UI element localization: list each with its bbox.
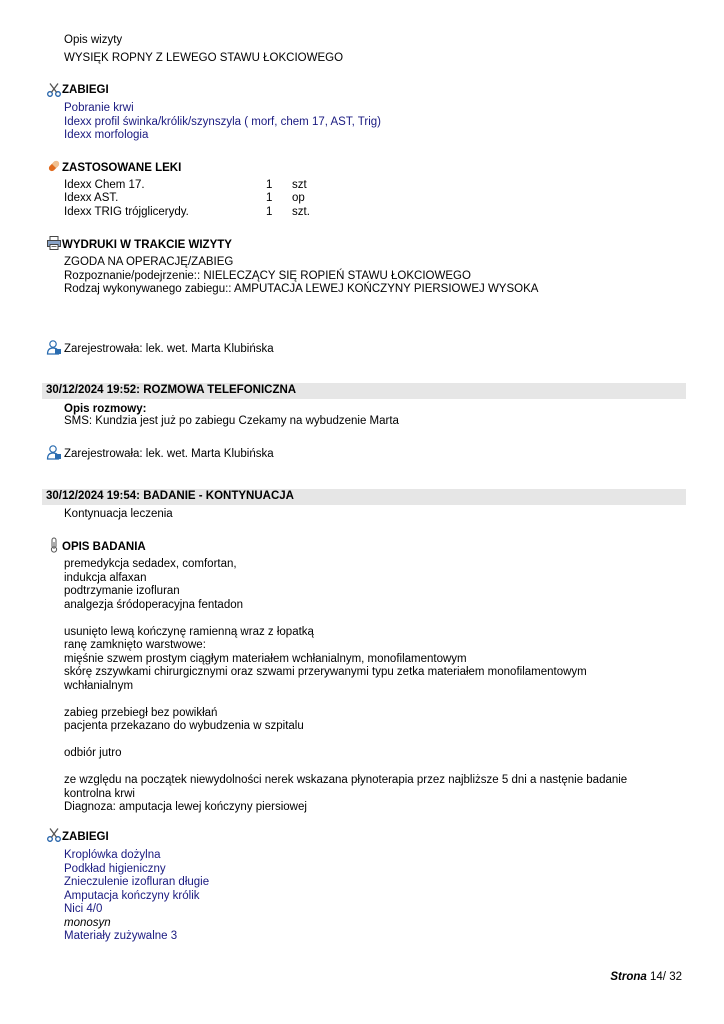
procedure-item: Znieczulenie izofluran długie bbox=[64, 876, 210, 888]
user-icon bbox=[46, 339, 62, 355]
exam-line: Diagnoza: amputacja lewej kończyny piersiowej bbox=[64, 801, 307, 813]
procedure-item: Nici 4/0 bbox=[64, 903, 103, 915]
exam-line-blank bbox=[64, 693, 627, 707]
exam-description-body bbox=[64, 558, 627, 815]
printer-icon bbox=[46, 235, 62, 251]
exam-line: mięśnie szwem prostym ciągłym materiałem wchłanialnym, monofilamentowym bbox=[64, 652, 467, 665]
drugs-title: ZASTOSOWANE LEKI bbox=[62, 162, 182, 174]
registered-by: Zarejestrowała: lek. wet. Marta Klubińska bbox=[64, 343, 274, 355]
drug-unit: szt. bbox=[292, 206, 310, 218]
exam-line: odbiór jutro bbox=[64, 747, 122, 759]
procedure-item-note: monosyn bbox=[64, 916, 111, 929]
exam-line: kontrolna krwi bbox=[64, 787, 135, 800]
exam-line: wchłanialnym bbox=[64, 679, 134, 692]
thermometer-icon bbox=[46, 537, 62, 553]
exam-description-title: OPIS BADANIA bbox=[62, 541, 146, 553]
procedure-item: Materiały zużywalne 3 bbox=[64, 930, 178, 942]
drug-qty: 1 bbox=[266, 179, 273, 191]
procedure-item: Amputacja kończyny królik bbox=[64, 889, 200, 902]
visit-description-label: Opis wizyty bbox=[64, 34, 123, 46]
procedures-title: ZABIEGI bbox=[62, 84, 109, 96]
procedures-list bbox=[64, 102, 381, 143]
entry-text: Kontynuacja leczenia bbox=[64, 508, 173, 520]
call-description-label: Opis rozmowy: bbox=[64, 403, 147, 415]
exam-line: podtrzymanie izofluran bbox=[64, 585, 180, 597]
printouts-title: WYDRUKI W TRAKCIE WIZYTY bbox=[62, 239, 232, 251]
page-number bbox=[610, 971, 682, 985]
exam-line: usunięto lewą kończynę ramienną wraz z łopatką bbox=[64, 625, 314, 638]
printout-line: Rodzaj wykonywanego zabiegu:: AMPUTACJA LEWEJ KOŃCZYNY PIERSIOWEJ WYSOKA bbox=[64, 283, 539, 295]
procedures-list bbox=[64, 849, 209, 944]
exam-line: skórę zszywkami chirurgicznymi oraz szwami przerywanymi typu zetka materiałem monofilamentowym bbox=[64, 666, 587, 678]
printout-line: ZGODA NA OPERACJĘ/ZABIEG bbox=[64, 256, 234, 268]
exam-line: indukcja alfaxan bbox=[64, 571, 147, 584]
drug-name: Idexx Chem 17. bbox=[64, 179, 145, 191]
drug-name: Idexx AST. bbox=[64, 192, 119, 204]
drug-name: Idexx TRIG trójglicerydy. bbox=[64, 206, 189, 218]
call-description-text: SMS: Kundzia jest już po zabiegu Czekamy na wybudzenie Marta bbox=[64, 415, 399, 427]
scissors-icon bbox=[46, 82, 62, 98]
page-number-label: Strona bbox=[610, 971, 647, 983]
scissors-icon bbox=[46, 827, 62, 843]
printout-line: Rozpoznanie/podejrzenie:: NIELECZĄCY SIĘ ROPIEŃ STAWU ŁOKCIOWEGO bbox=[64, 269, 471, 282]
exam-line: ranę zamknięto warstwowe: bbox=[64, 639, 206, 651]
exam-line: pacjenta przekazano do wybudzenia w szpitalu bbox=[64, 720, 304, 732]
registered-by: Zarejestrowała: lek. wet. Marta Klubińska bbox=[64, 448, 274, 460]
exam-line: premedykcja sedadex, comfortan, bbox=[64, 558, 237, 570]
procedure-item: Kroplówka dożylna bbox=[64, 849, 161, 861]
entry-header: 30/12/2024 19:52: ROZMOWA TELEFONICZNA bbox=[46, 384, 297, 396]
drug-unit: szt bbox=[292, 179, 307, 191]
exam-line-blank bbox=[64, 734, 627, 748]
exam-line-blank bbox=[64, 612, 627, 626]
exam-line: ze względu na początek niewydolności nerek wskazana płynoterapia przez najbliższe 5 dni a nastęnie badanie bbox=[64, 774, 628, 786]
page-number-value: 14/ 32 bbox=[650, 971, 682, 983]
procedure-item: Pobranie krwi bbox=[64, 102, 134, 114]
drug-qty: 1 bbox=[266, 192, 273, 204]
visit-description-text: WYSIĘK ROPNY Z LEWEGO STAWU ŁOKCIOWEGO bbox=[64, 52, 344, 64]
procedure-item: Idexx morfologia bbox=[64, 129, 149, 141]
exam-line: zabieg przebiegł bez powikłań bbox=[64, 706, 218, 719]
pill-icon bbox=[46, 158, 62, 174]
procedure-item: Podkład higieniczny bbox=[64, 862, 166, 875]
procedure-item: Idexx profil świnka/królik/szynszyla ( morf, chem 17, AST, Trig) bbox=[64, 115, 381, 128]
entry-header: 30/12/2024 19:54: BADANIE - KONTYNUACJA bbox=[46, 490, 294, 502]
procedures-title: ZABIEGI bbox=[62, 831, 109, 843]
drug-unit: op bbox=[292, 192, 305, 204]
drug-qty: 1 bbox=[266, 206, 273, 218]
exam-line-blank bbox=[64, 761, 627, 775]
user-icon bbox=[46, 444, 62, 460]
exam-line: analgezja śródoperacyjna fentadon bbox=[64, 598, 244, 611]
printouts-list bbox=[64, 256, 538, 297]
